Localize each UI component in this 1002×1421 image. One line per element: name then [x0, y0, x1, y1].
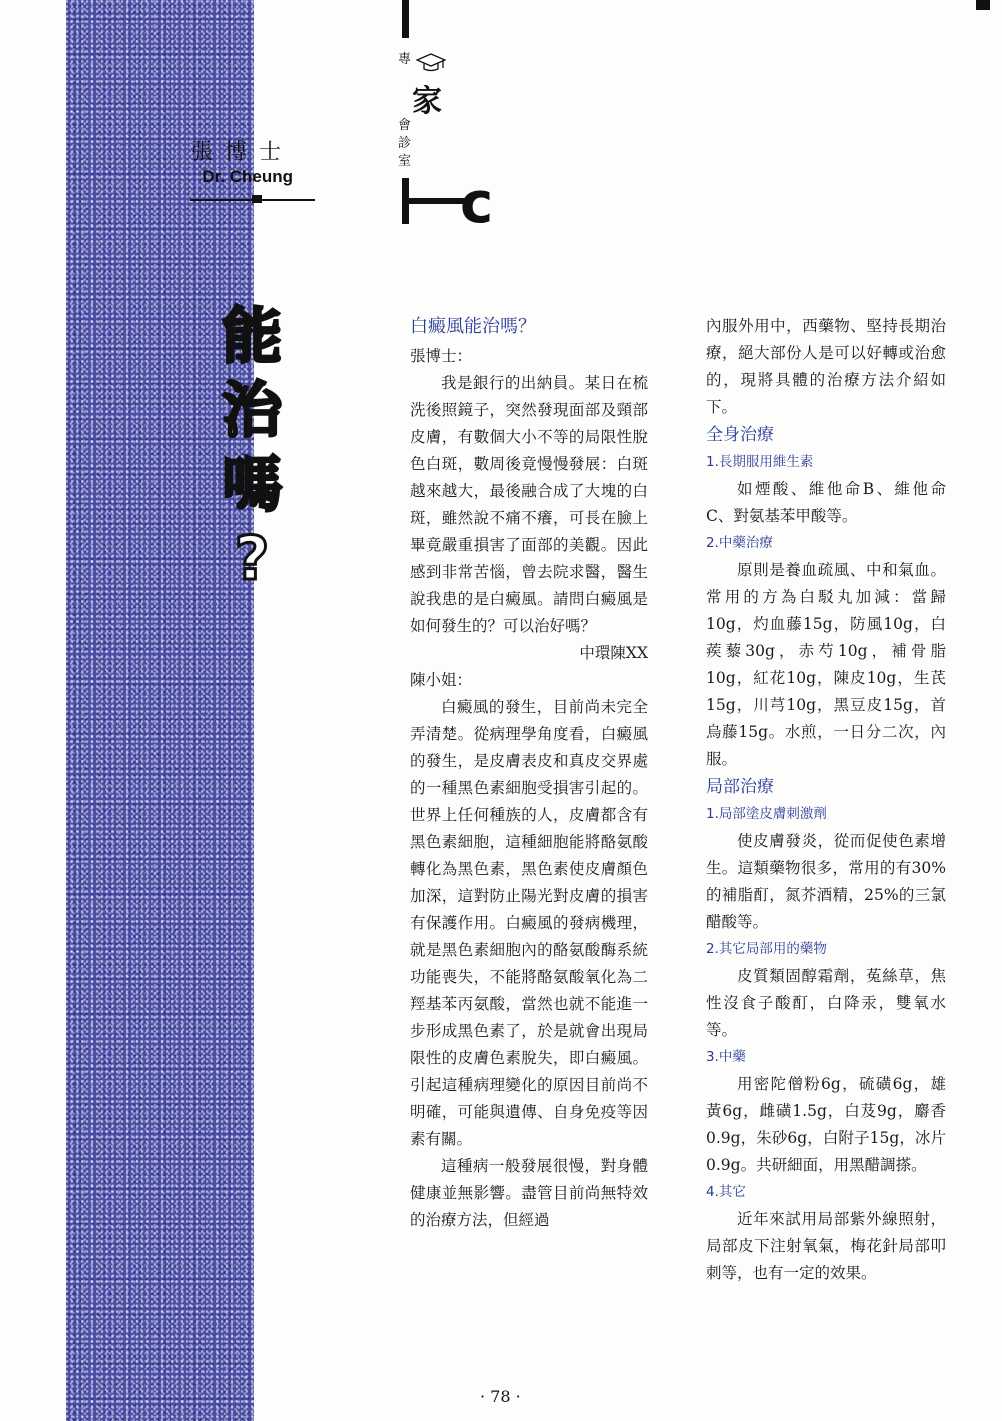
answer-paragraph: 白癜風的發生，目前尚未完全弄清楚。從病理學角度看，白癜風的發生，是皮膚表皮和真皮交界處的一種黑色素細胞受損害引起的。世界上任何種族的人，皮膚都含有黑色素細胞，這種細胞能將酪氨酸轉化為黑色素，黑色素使皮膚顏色加深，這對防止陽光對皮膚的損害有保護作用。白癜風的發病機理，就是黑色素細胞內的酪氨酸酶系統功能喪失，不能將酪氨酸氧化為二羥基苯丙氨酸，當然也就不能進一步形成黑色素了，於是就會出現局限性的皮膚色素脫失，即白癜風。引起這種病理變化的原因目前尚不明確，可能與遺傳、自身免疫等因素有關。 — [410, 698, 648, 1148]
subsection-heading: 2.中藥治療 — [706, 535, 773, 551]
logo-char: 專 — [398, 52, 412, 67]
logo-char-large: 家 — [412, 84, 442, 119]
subsection-heading: 2.其它局部用的藥物 — [706, 941, 827, 957]
answer-paragraph: 這種病一般發展很慢，對身體健康並無影響。盡管目前尚無特效的治療方法，但經過 — [410, 1157, 648, 1229]
column-logo — [398, 0, 518, 240]
logo-c-letter: c — [460, 171, 494, 236]
greeting-reply: 陳小姐： — [410, 671, 473, 689]
subsection-text: 皮質類固醇霜劑，菟絲草，焦性沒食子酸酊，白降汞，雙氧水等。 — [706, 967, 946, 1039]
big-title-char: 治 — [222, 376, 282, 446]
subsection-text: 近年來試用局部紫外線照射，局部皮下注射氧氣，梅花針局部叩刺等，也有一定的效果。 — [706, 1210, 946, 1282]
subsection-heading: 4.其它 — [706, 1184, 746, 1200]
logo-char: 室 — [398, 154, 412, 169]
article-column-1 — [410, 313, 648, 1234]
treatment-intro: 內服外用中，西藥物、堅持長期治療，絕大部份人是可以好轉或治愈的，現將具體的治療方法介紹如下。 — [706, 317, 946, 416]
decorative-noise-strip — [66, 0, 254, 1421]
reader-signature: 中環陳XX — [579, 644, 648, 662]
author-underline-tick — [252, 195, 262, 203]
subsection-text: 原則是養血疏風、中和氣血。常用的方為白駁丸加減：當歸10g，灼血藤15g，防風10g，白蒺藜30g，赤芍10g，補骨脂10g，紅花10g，陳皮10g，生芪15g，川芎10g，黑豆皮15g，首烏藤15g。水煎，一日分二次，內服。 — [706, 561, 946, 768]
section-heading: 局部治療 — [706, 777, 774, 797]
graduation-cap-icon — [416, 52, 446, 74]
subsection-heading: 1.長期服用維生素 — [706, 454, 814, 470]
big-title-char: 嗎 — [222, 450, 282, 520]
big-title-char: ? — [234, 524, 270, 594]
subsection-text: 用密陀僧粉6g，硫磺6g，雄黃6g，雌磺1.5g，白芨9g，麝香0.9g，朱砂6g，白附子15g，冰片0.9g。共研細面，用黑醋調搽。 — [706, 1075, 946, 1174]
subsection-heading: 3.中藥 — [706, 1049, 746, 1065]
big-title-char: 能 — [222, 302, 282, 372]
page-number: · 78 · — [480, 1387, 521, 1406]
author-name-en: Dr. Cheung — [202, 167, 293, 186]
corner-mark — [976, 0, 990, 10]
section-heading: 全身治療 — [706, 425, 774, 445]
logo-top-bar — [402, 0, 409, 38]
logo-h-bar — [406, 198, 466, 204]
subsection-text: 如煙酸、維他命B、維他命C、對氨基苯甲酸等。 — [706, 480, 946, 525]
article-column-2 — [706, 313, 946, 1287]
logo-char: 診 — [398, 136, 412, 151]
question-title: 白癜風能治嗎？ — [410, 316, 536, 337]
subsection-heading: 1.局部塗皮膚刺激劑 — [706, 806, 827, 822]
question-body: 我是銀行的出納員。某日在梳洗後照鏡子，突然發現面部及頸部皮膚，有數個大小不等的局限性脫色白斑，數周後竟慢慢發展：白斑越來越大，最後融合成了大塊的白斑，雖然說不痛不癢，可長在臉上畢竟嚴重損害了面部的美觀。因此感到非常苦惱，曾去院求醫，醫生說我患的是白癜風。請問白癜風是如何發生的？可以治好嗎？ — [410, 374, 648, 635]
big-title — [222, 300, 282, 596]
subsection-text: 使皮膚發炎，從而促使色素增生。這類藥物很多，常用的有30%的補脂酊，氮芥酒精，25%的三氯醋酸等。 — [706, 832, 946, 931]
greeting-doctor: 張博士： — [410, 347, 473, 365]
author-block — [190, 135, 315, 205]
author-name-cn: 張博士 — [190, 140, 293, 165]
logo-char: 會 — [398, 118, 412, 133]
